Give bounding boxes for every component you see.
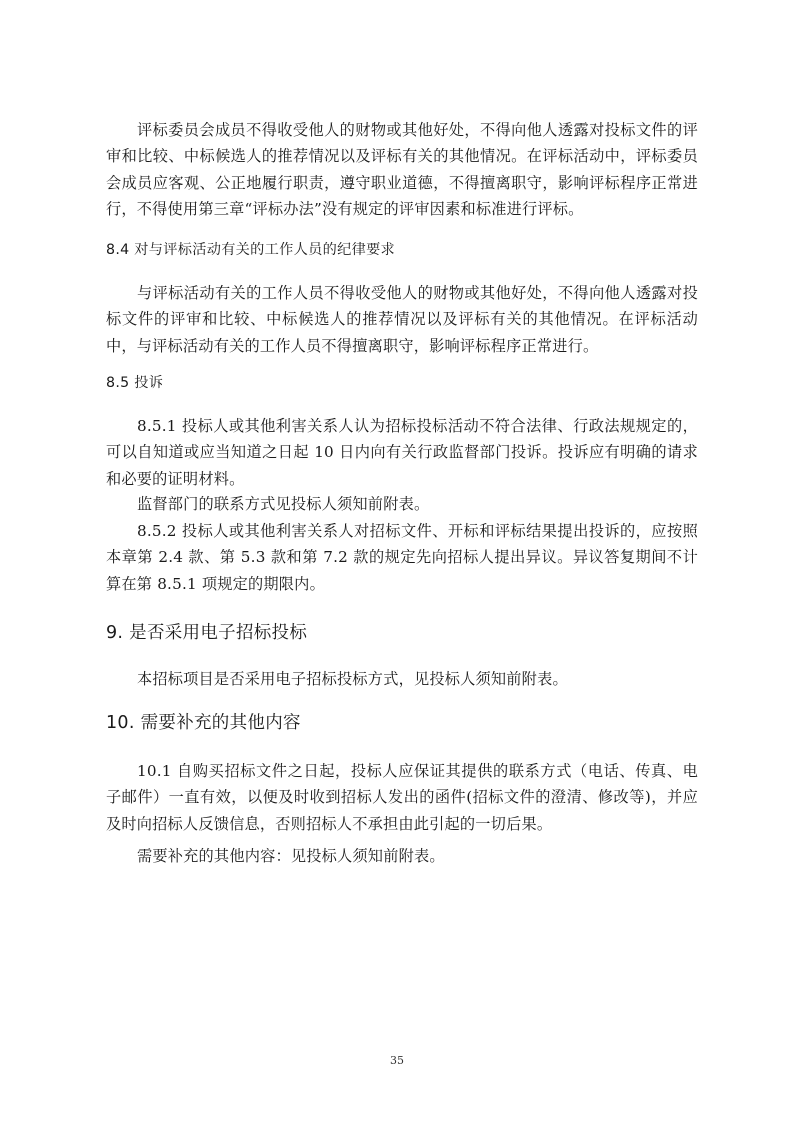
- paragraph-contact: 监督部门的联系方式见投标人须知前附表。: [137, 495, 430, 513]
- paragraph-evaluation-committee-discipline: 评标委员会成员不得收受他人的财物或其他好处，不得向他人透露对投标文件的评审和比较、中标候选人的推荐情况以及评标有关的其他情况。在评标活动中，评标委员会成员应客观、公正地履行职责，遵守职业道德，不得擅离职守，影响评标程序正常进行，不得使用第三章“评标办法”没有规定的评审因素和标准进行评标。: [106, 121, 698, 218]
- paragraph-10-other: 需要补充的其他内容：见投标人须知前附表。: [137, 847, 445, 865]
- page-number: 35: [390, 1054, 404, 1067]
- section-heading-10: 10. 需要补充的其他内容: [106, 713, 301, 733]
- section-heading-9: 9. 是否采用电子招标投标: [106, 623, 308, 643]
- section-heading-8-5: 8.5 投诉: [106, 375, 164, 391]
- paragraph-staff-discipline: 与评标活动有关的工作人员不得收受他人的财物或其他好处，不得向他人透露对投标文件的评审和比较、中标候选人的推荐情况以及评标有关的其他情况。在评标活动中，与评标活动有关的工作人员不得擅离职守，影响评标程序正常进行。: [106, 284, 698, 355]
- paragraph-9: 本招标项目是否采用电子招标投标方式，见投标人须知前附表。: [137, 670, 568, 688]
- paragraph-8-5-2: 8.5.2 投标人或其他利害关系人对招标文件、开标和评标结果提出投诉的，应按照本章第 2.4 款、第 5.3 款和第 7.2 款的规定先向招标人提出异议。异议答复期间不计算在第 8.5.1 项规定的期限内。: [106, 522, 698, 593]
- paragraph-8-5-1: 8.5.1 投标人或其他利害关系人认为招标投标活动不符合法律、行政法规规定的，可以自知道或应当知道之日起 10 日内向有关行政监督部门投诉。投诉应有明确的请求和必要的证明材料。: [106, 417, 698, 488]
- section-heading-8-4: 8.4 对与评标活动有关的工作人员的纪律要求: [106, 242, 396, 258]
- paragraph-10-1: 10.1 自购买招标文件之日起，投标人应保证其提供的联系方式（电话、传真、电子邮件）一直有效，以便及时收到招标人发出的函件(招标文件的澄清、修改等)，并应及时向招标人反馈信息，否则招标人不承担由此引起的一切后果。: [106, 762, 698, 833]
